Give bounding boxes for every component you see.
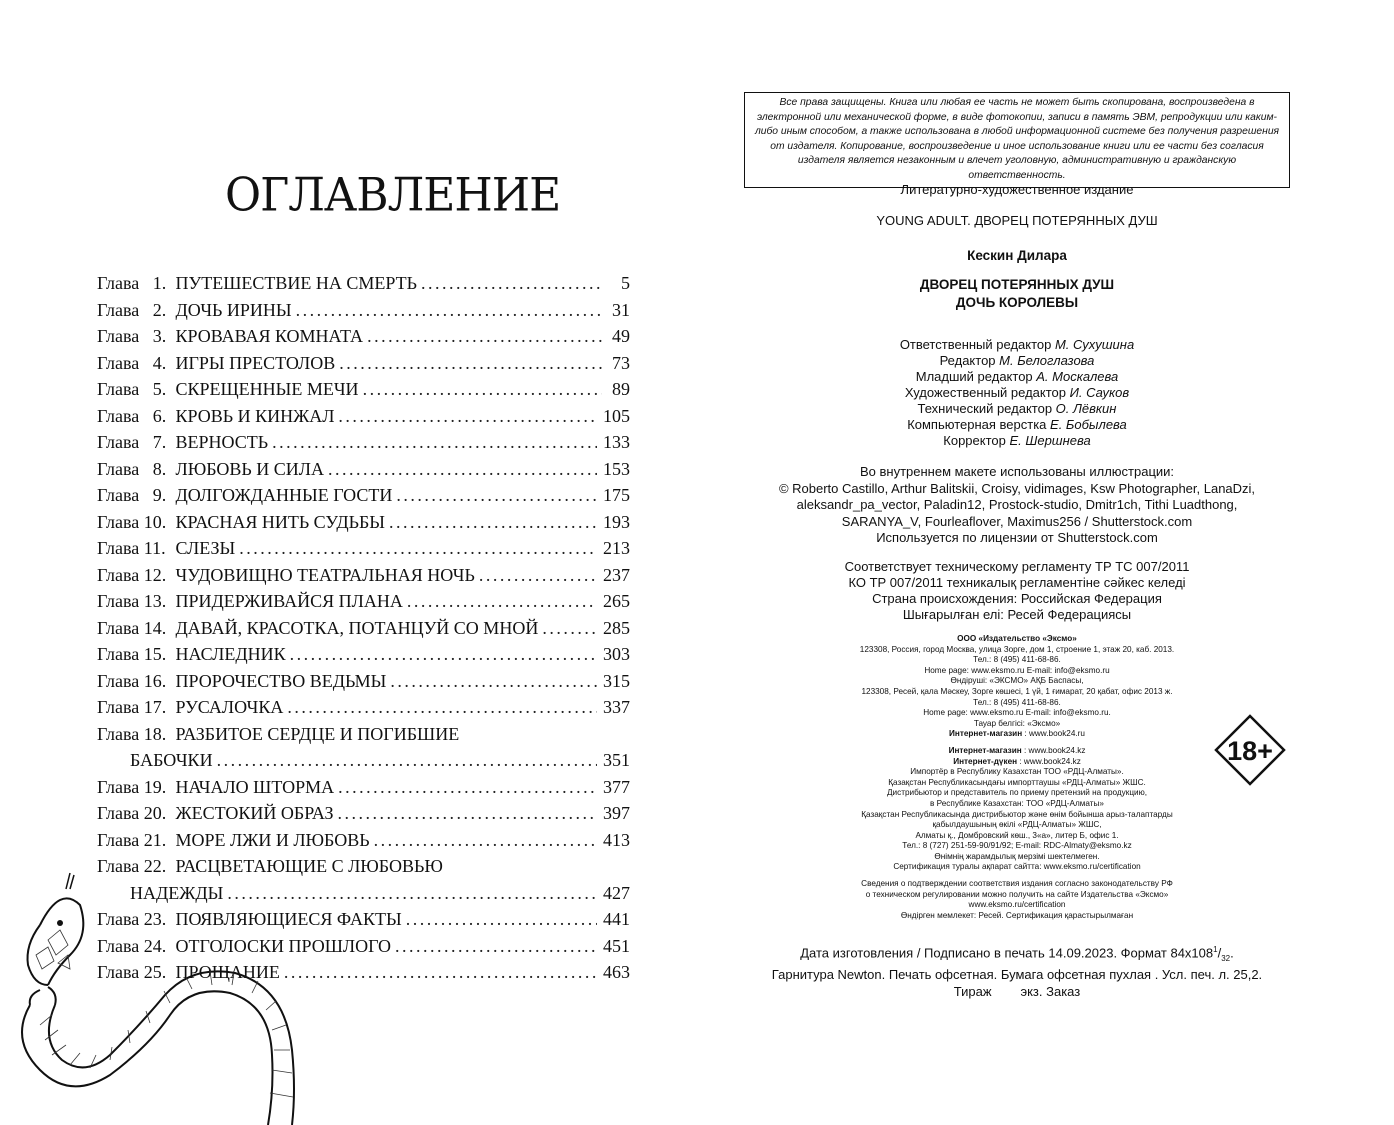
age-rating-text: 18+ bbox=[1227, 736, 1273, 766]
toc-entry bbox=[97, 379, 630, 406]
chapter-label: Глава 18. bbox=[97, 723, 167, 744]
illustration-line: Используется по лицензии от Shutterstock.com bbox=[876, 530, 1158, 545]
illustration-line: Во внутреннем макете использованы иллюстрации: bbox=[859, 464, 1175, 479]
copyright-notice: Все права защищены. Книга или любая ее часть не может быть скопирована, воспроизведена в электронной или механической форме, в виде фотокопии, записи в память ЭВМ, репродукции или каким-либо иным способом, а также использована в любой информационной системе без получения разрешения от издателя. Копирование, воспроизведение и иное использование книги или ее части без согласия издателя является незаконным и влечет уголовную, административную и гражданскую ответственность. bbox=[744, 92, 1290, 188]
editor-name: О. Лёвкин bbox=[1055, 401, 1117, 416]
illustration-credits bbox=[697, 464, 1337, 547]
chapter-title: ЛЮБОВЬ И СИЛА bbox=[171, 458, 324, 479]
chapter-label: Глава 6. bbox=[97, 405, 167, 426]
editor-role: Корректор bbox=[943, 433, 1010, 448]
chapter-label: Глава 22. bbox=[97, 856, 167, 876]
chapter-page: 377 bbox=[603, 776, 630, 797]
toc-entry bbox=[97, 432, 630, 459]
publisher-text: Home page: www.eksmo.ru E-mail: info@eksmo.ru bbox=[924, 665, 1110, 675]
publisher-label: Интернет-дүкен bbox=[953, 756, 1018, 766]
publisher-text: Дистрибьютор и представитель по приему претензий на продукцию, bbox=[887, 788, 1147, 798]
toc-entry bbox=[97, 538, 630, 565]
chapter-label: Глава 12. bbox=[97, 564, 167, 585]
genre-label: Литературно-художественное издание bbox=[900, 182, 1134, 197]
chapter-title: ПРИДЕРЖИВАЙСЯ ПЛАНА bbox=[171, 591, 403, 611]
publisher-text: Тел.: 8 (495) 411-68-86. bbox=[973, 697, 1061, 707]
chapter-page: 315 bbox=[603, 670, 630, 691]
illustration-line: aleksandr_pa_vector, Paladin12, Prostock-studio, Dmitr1ch, Tithi Luadthong, bbox=[796, 497, 1238, 512]
publisher-line bbox=[697, 634, 1337, 645]
chapter-page: 413 bbox=[603, 829, 630, 850]
editor-role: Художественный редактор bbox=[904, 385, 1070, 400]
chapter-label: Глава 25. bbox=[97, 962, 167, 982]
publisher-line bbox=[697, 852, 1337, 863]
chapter-title: ДОЧЬ ИРИНЫ bbox=[171, 299, 292, 320]
dot-leader bbox=[338, 777, 597, 798]
chapter-title: ПРОРОЧЕСТВО ВЕДЬМЫ bbox=[171, 670, 387, 691]
regulation-line: КО ТР 007/2011 техникалық регламентіне сәйкес келеді bbox=[848, 575, 1186, 590]
dot-leader bbox=[390, 671, 597, 692]
chapter-label: Глава 1. bbox=[97, 273, 167, 293]
publisher-line bbox=[697, 645, 1337, 656]
chapter-label: Глава 8. bbox=[97, 458, 167, 479]
editor-name: А. Москалева bbox=[1036, 369, 1119, 384]
chapter-page: 31 bbox=[612, 299, 630, 320]
chapter-page: 337 bbox=[603, 697, 630, 717]
chapter-page: 265 bbox=[603, 591, 630, 611]
print-line-1: Дата изготовления / Подписано в печать 14.09.2023. Формат $84x108^1/_{32}$. bbox=[800, 945, 1234, 963]
editor-line bbox=[697, 417, 1337, 433]
author-name: Кескин Дилара bbox=[967, 248, 1067, 263]
editor-role: Ответственный редактор bbox=[899, 337, 1055, 352]
chapter-label: Глава 24. bbox=[97, 935, 167, 956]
toc-entry bbox=[97, 644, 630, 671]
print-line-3: Тираж экз. Заказ bbox=[953, 983, 1081, 999]
chapter-page: 193 bbox=[603, 511, 630, 532]
publisher-line bbox=[697, 676, 1337, 687]
chapter-page: 213 bbox=[603, 538, 630, 558]
chapter-title-cont: БАБОЧКИ bbox=[130, 750, 213, 770]
chapter-page: 285 bbox=[603, 617, 630, 638]
editor-name: М. Сухушина bbox=[1054, 337, 1135, 352]
chapter-title: ПОЯВЛЯЮЩИЕСЯ ФАКТЫ bbox=[171, 909, 402, 929]
chapter-label: Глава 21. bbox=[97, 829, 167, 850]
book-title-line-2: ДОЧЬ КОРОЛЕВЫ bbox=[955, 295, 1079, 310]
chapter-title: ИГРЫ ПРЕСТОЛОВ bbox=[171, 352, 336, 373]
dot-leader bbox=[339, 353, 602, 374]
publisher-text: Тел.: 8 (727) 251-59-90/91/92; E-mail: RDC-Almaty@eksmo.kz bbox=[902, 841, 1132, 851]
publisher-text: Сертификация туралы ақпарат сайтта: www.eksmo.ru/certification bbox=[893, 862, 1141, 872]
dot-leader bbox=[290, 644, 597, 665]
toc-entry bbox=[97, 830, 630, 857]
chapter-label: Глава 23. bbox=[97, 909, 167, 929]
editor-line bbox=[697, 353, 1337, 369]
dot-leader bbox=[407, 591, 597, 612]
editor-line bbox=[697, 401, 1337, 417]
chapter-title: ДАВАЙ, КРАСОТКА, ПОТАНЦУЙ СО МНОЙ bbox=[171, 617, 539, 638]
dot-leader bbox=[395, 936, 597, 957]
chapter-label: Глава 9. bbox=[97, 485, 167, 505]
editor-role: Младший редактор bbox=[915, 369, 1037, 384]
chapter-page: 5 bbox=[621, 273, 630, 293]
chapter-label: Глава 11. bbox=[97, 538, 166, 558]
chapter-title: НАЧАЛО ШТОРМА bbox=[171, 776, 335, 797]
chapter-title: ПУТЕШЕСТВИЕ НА СМЕРТЬ bbox=[171, 273, 417, 293]
regulation-line: Страна происхождения: Российская Федерация bbox=[872, 591, 1162, 606]
chapter-label: Глава 3. bbox=[97, 326, 167, 346]
toc-entry bbox=[97, 591, 630, 618]
chapter-page: 73 bbox=[612, 352, 630, 373]
editor-role: Редактор bbox=[939, 353, 1000, 368]
chapter-label: Глава 20. bbox=[97, 803, 167, 823]
chapter-page: 427 bbox=[603, 882, 630, 903]
publisher-text: қабылдаушының өкілі «РДЦ-Алматы» ЖШС, bbox=[932, 820, 1102, 830]
toc-entry bbox=[97, 300, 630, 327]
toc-entry bbox=[97, 406, 630, 433]
dot-leader bbox=[479, 565, 597, 586]
book-title-line-1: ДВОРЕЦ ПОТЕРЯННЫХ ДУШ bbox=[919, 277, 1115, 292]
chapter-title: ОТГОЛОСКИ ПРОШЛОГО bbox=[171, 935, 392, 956]
dot-leader bbox=[239, 538, 597, 559]
toc-entry bbox=[97, 273, 630, 300]
dot-leader bbox=[367, 326, 602, 347]
publisher-line bbox=[697, 879, 1337, 890]
chapter-title: СЛЕЗЫ bbox=[171, 538, 236, 558]
editor-role: Компьютерная верстка bbox=[907, 417, 1051, 432]
toc-entry bbox=[97, 618, 630, 645]
publisher-text: 123308, Ресей, қала Мәскеу, Зорге көшесі, 1 үй, 1 ғимарат, 20 қабат, офис 2013 ж. bbox=[861, 686, 1173, 696]
chapter-label: Глава 5. bbox=[97, 379, 167, 399]
age-rating-badge bbox=[1214, 714, 1286, 786]
dot-leader bbox=[296, 300, 602, 321]
dot-leader bbox=[406, 909, 597, 930]
editor-line bbox=[697, 385, 1337, 401]
editor-name: М. Белоглазова bbox=[999, 353, 1095, 368]
chapter-page: 105 bbox=[603, 405, 630, 426]
dot-leader bbox=[287, 697, 597, 718]
chapter-label: Глава 16. bbox=[97, 670, 167, 691]
illustration-line: © Roberto Castillo, Arthur Balitskii, Croisy, vidimages, Ksw Photographer, LanaDzi, bbox=[778, 480, 1256, 496]
chapter-page: 303 bbox=[603, 644, 630, 664]
publisher-line bbox=[697, 788, 1337, 799]
toc-title: ОГЛАВЛЕНИЕ bbox=[225, 168, 561, 223]
toc-entry bbox=[97, 326, 630, 353]
chapter-label: Глава 15. bbox=[97, 644, 167, 664]
toc-entry-continuation bbox=[97, 750, 630, 777]
editor-name: И. Сауков bbox=[1069, 385, 1130, 400]
chapter-page: 133 bbox=[603, 432, 630, 452]
snake-illustration bbox=[0, 865, 300, 1125]
right-page bbox=[697, 0, 1394, 1125]
publisher-text: Өндіруші: «ЭКСМО» АҚБ Баспасы, bbox=[950, 676, 1084, 686]
publisher-text: Сведения о подтверждении соответствия издания согласно законодательству РФ bbox=[861, 879, 1173, 889]
series-label: YOUNG ADULT. ДВОРЕЦ ПОТЕРЯННЫХ ДУШ bbox=[876, 213, 1158, 228]
toc-entry bbox=[97, 459, 630, 486]
chapter-page: 175 bbox=[603, 485, 630, 505]
technical-regulation bbox=[697, 559, 1337, 623]
dot-leader bbox=[338, 803, 597, 824]
chapter-page: 237 bbox=[603, 564, 630, 585]
editor-name: Е. Шершнева bbox=[1009, 433, 1091, 448]
chapter-page: 351 bbox=[603, 750, 630, 770]
publisher-text: ООО «Издательство «Эксмо» bbox=[957, 634, 1077, 643]
dot-leader bbox=[389, 512, 597, 533]
publisher-line bbox=[697, 890, 1337, 901]
toc-entry bbox=[97, 777, 630, 804]
publisher-text: : www.book24.kz bbox=[1021, 745, 1086, 755]
chapter-page: 397 bbox=[603, 803, 630, 823]
toc-entry bbox=[97, 697, 630, 724]
editor-role: Технический редактор bbox=[917, 401, 1056, 416]
dot-leader bbox=[338, 406, 597, 427]
book-title bbox=[697, 276, 1337, 312]
publisher-line bbox=[697, 799, 1337, 810]
editor-line bbox=[697, 369, 1337, 385]
toc-entry bbox=[97, 353, 630, 380]
chapter-title: СКРЕЩЕННЫЕ МЕЧИ bbox=[171, 379, 359, 399]
publisher-text: о техническом регулировании можно получить на сайте Издательства «Эксмо» bbox=[865, 889, 1169, 899]
chapter-title: РАСЦВЕТАЮЩИЕ С ЛЮБОВЬЮ bbox=[171, 856, 443, 876]
publisher-text: Өндірген мемлекет: Ресей. Сертификация қарастырылмаған bbox=[900, 910, 1134, 920]
chapter-title: МОРЕ ЛЖИ И ЛЮБОВЬ bbox=[171, 829, 370, 850]
chapter-label: Глава 14. bbox=[97, 617, 167, 638]
chapter-title: ДОЛГОЖДАННЫЕ ГОСТИ bbox=[171, 485, 393, 505]
dot-leader bbox=[374, 830, 597, 851]
editor-line bbox=[697, 433, 1337, 449]
toc-entry bbox=[97, 512, 630, 539]
chapter-page: 89 bbox=[612, 379, 630, 399]
chapter-page: 49 bbox=[612, 326, 630, 346]
chapter-title: НАСЛЕДНИК bbox=[171, 644, 286, 664]
dot-leader bbox=[421, 273, 602, 294]
chapter-page: 451 bbox=[603, 935, 630, 956]
publisher-line bbox=[697, 655, 1337, 666]
toc-entry bbox=[97, 803, 630, 830]
toc-entry bbox=[97, 724, 630, 751]
chapter-label: Глава 19. bbox=[97, 776, 167, 797]
publisher-line bbox=[697, 698, 1337, 709]
regulation-line: Соответствует техническому регламенту ТР ТС 007/2011 bbox=[844, 559, 1190, 574]
publisher-text: Қазақстан Республикасындағы импорттаушы «РДЦ-Алматы» ЖШС. bbox=[888, 777, 1146, 787]
publisher-text: в Республике Казахстан: ТОО «РДЦ-Алматы» bbox=[930, 798, 1104, 808]
chapter-title: РАЗБИТОЕ СЕРДЦЕ И ПОГИБШИЕ bbox=[171, 723, 460, 744]
publisher-label: Интернет-магазин bbox=[949, 729, 1023, 739]
publisher-text: 123308, Россия, город Москва, улица Зорге, дом 1, строение 1, этаж 20, каб. 2013. bbox=[859, 644, 1175, 654]
regulation-line: Шығарылған елі: Ресей Федерациясы bbox=[902, 607, 1132, 622]
chapter-label: Глава 2. bbox=[97, 299, 167, 320]
publisher-line bbox=[697, 820, 1337, 831]
editor-line bbox=[697, 337, 1337, 353]
chapter-title-cont: НАДЕЖДЫ bbox=[130, 882, 224, 903]
print-details bbox=[697, 942, 1337, 1000]
chapter-page: 463 bbox=[603, 962, 630, 982]
toc-entry bbox=[97, 565, 630, 592]
editor-name: Е. Бобылева bbox=[1050, 417, 1127, 432]
publisher-line bbox=[697, 831, 1337, 842]
chapter-page: 153 bbox=[603, 458, 630, 479]
chapter-title: КРАСНАЯ НИТЬ СУДЬБЫ bbox=[171, 511, 385, 532]
publisher-text: www.eksmo.ru/certification bbox=[968, 900, 1066, 910]
chapter-title: ЧУДОВИЩНО ТЕАТРАЛЬНАЯ НОЧЬ bbox=[171, 564, 475, 585]
chapter-title: ЖЕСТОКИЙ ОБРАЗ bbox=[171, 803, 334, 823]
dot-leader bbox=[328, 459, 597, 480]
dot-leader bbox=[396, 485, 597, 506]
toc-entry bbox=[97, 485, 630, 512]
chapter-title: ПРОЩАНИЕ bbox=[171, 962, 280, 982]
chapter-label: Глава 4. bbox=[97, 352, 167, 373]
publisher-line bbox=[697, 666, 1337, 677]
publisher-text: Өнімнің жарамдылық мерзімі шектелмеген. bbox=[934, 851, 1100, 861]
chapter-title: КРОВАВАЯ КОМНАТА bbox=[171, 326, 364, 346]
toc-entry bbox=[97, 671, 630, 698]
publisher-label: Интернет-магазин bbox=[948, 745, 1022, 755]
publisher-line bbox=[697, 862, 1337, 873]
chapter-label: Глава 13. bbox=[97, 591, 167, 611]
publisher-text: Импортёр в Республику Казахстан ТОО «РДЦ-Алматы». bbox=[910, 767, 1124, 777]
publisher-line bbox=[697, 911, 1337, 922]
publisher-text: Home page: www.eksmo.ru E-mail: info@eksmo.ru. bbox=[923, 708, 1111, 718]
print-line-2: Гарнитура Newton. Печать офсетная. Бумага офсетная пухлая . Усл. печ. л. 25,2. bbox=[771, 967, 1263, 983]
chapter-page: 441 bbox=[603, 909, 630, 929]
dot-leader bbox=[363, 379, 602, 400]
dot-leader bbox=[284, 962, 597, 983]
publisher-text: : www.book24.ru bbox=[1022, 729, 1085, 739]
dot-leader bbox=[272, 432, 597, 453]
dot-leader bbox=[217, 750, 597, 771]
publisher-line bbox=[697, 900, 1337, 911]
publisher-text: : www.book24.kz bbox=[1017, 756, 1081, 766]
illustration-line: SARANYA_V, Fourleaflover, Maximus256 / Shutterstock.com bbox=[841, 513, 1193, 529]
publisher-line bbox=[697, 687, 1337, 698]
publisher-line bbox=[697, 810, 1337, 821]
dot-leader bbox=[542, 618, 597, 639]
publisher-text: Тауар белгісі: «Эксмо» bbox=[973, 718, 1061, 728]
chapter-label: Глава 17. bbox=[97, 697, 167, 717]
chapter-label: Глава 7. bbox=[97, 432, 167, 452]
chapter-title: ВЕРНОСТЬ bbox=[171, 432, 269, 452]
publisher-line bbox=[697, 841, 1337, 852]
chapter-title: РУСАЛОЧКА bbox=[171, 697, 284, 717]
publisher-text: Қазақстан Республикасында дистрибьютор және өнім бойынша арыз-талаптарды bbox=[861, 809, 1173, 819]
publisher-text: Алматы қ., Домбровский көш., 3«а», литер Б, офис 1. bbox=[915, 830, 1119, 840]
chapter-title: КРОВЬ И КИНЖАЛ bbox=[171, 405, 335, 426]
editors-list bbox=[697, 337, 1337, 449]
chapter-label: Глава 10. bbox=[97, 511, 167, 532]
publisher-text: Тел.: 8 (495) 411-68-86. bbox=[973, 655, 1061, 665]
